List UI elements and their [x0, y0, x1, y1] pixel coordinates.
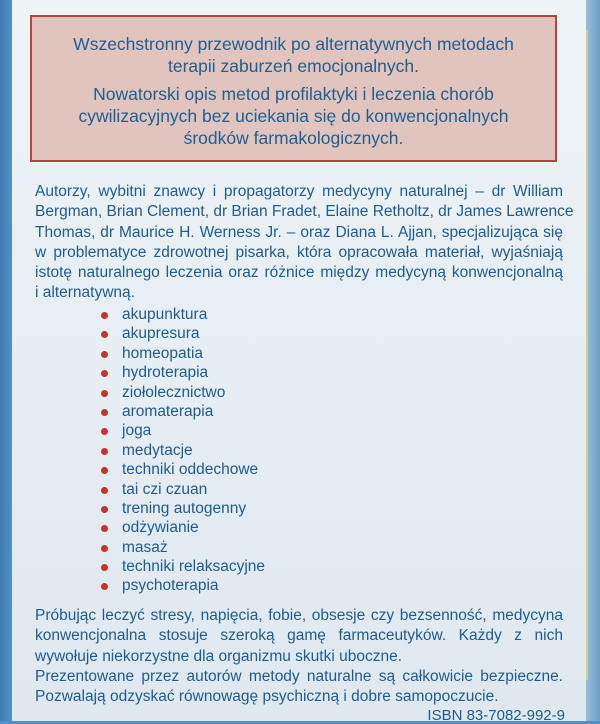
paragraph-line: Thomas, dr Maurice H. Werness Jr. – oraz Diana L. Ajjan, specjalizująca się	[35, 223, 563, 241]
technique-label: odżywianie	[122, 519, 199, 537]
bullet-dot-icon	[101, 583, 108, 590]
paragraph-line: wywołuje niekorzystne dla organizmu skutki uboczne.	[35, 647, 403, 665]
paragraph-line: w problematyce zdrowotnej pisarka, która opracowała materiał, wyjaśniają	[35, 243, 563, 261]
technique-label: techniki oddechowe	[122, 461, 259, 479]
technique-label: aromaterapia	[122, 402, 214, 420]
list-item	[100, 576, 265, 595]
bullet-dot-icon	[101, 487, 108, 494]
blurb-box	[30, 15, 557, 162]
list-item	[100, 402, 265, 421]
bullet-dot-icon	[101, 506, 108, 513]
closing-paragraph	[35, 606, 563, 707]
technique-label: psychoterapia	[122, 577, 219, 595]
authors-paragraph	[35, 182, 574, 304]
technique-label: akupunktura	[122, 306, 208, 323]
list-item	[100, 538, 265, 557]
list-item	[100, 305, 265, 324]
isbn-number: ISBN 83-7082-992-9	[427, 707, 565, 724]
technique-label: hydroterapia	[122, 364, 209, 382]
list-item	[100, 421, 265, 440]
technique-label: tai czi czuan	[122, 480, 208, 498]
bullet-dot-icon	[101, 390, 108, 397]
technique-label: joga	[122, 422, 152, 440]
list-item	[100, 499, 265, 518]
technique-label: trening autogenny	[122, 499, 247, 517]
bullet-dot-icon	[101, 564, 108, 571]
bullet-dot-icon	[101, 409, 108, 416]
list-item	[100, 460, 265, 479]
list-item	[100, 363, 265, 382]
list-item	[100, 344, 265, 363]
bullet-dot-icon	[101, 525, 108, 532]
list-item	[100, 480, 265, 499]
bullet-dot-icon	[101, 331, 108, 338]
blurb-line: Nowatorski opis metod profilaktyki i leczenia chorób	[93, 84, 494, 104]
paragraph-line: konwencjonalna stosuje szeroką gamę farmaceutyków. Każdy z nich	[35, 627, 563, 645]
blurb-line: terapii zaburzeń emocjonalnych.	[168, 56, 419, 76]
paragraph-line: Bergman, Brian Clement, dr Brian Fradet, Elaine Retholtz, dr James Lawrence	[35, 203, 574, 221]
blurb-paragraph-1	[52, 33, 535, 77]
list-item	[100, 383, 265, 402]
bullet-dot-icon	[101, 448, 108, 455]
blurb-line: Wszechstronny przewodnik po alternatywnych metodach	[73, 34, 514, 54]
technique-label: akupresura	[122, 325, 200, 343]
blurb-line: cywilizacyjnych bez uciekania się do konwencjonalnych	[78, 106, 509, 126]
paragraph-line: Pozwalają odzyskać równowagę psychiczną i dobre samopoczucie.	[35, 688, 499, 706]
paragraph-line: Prezentowane przez autorów metody naturalne są całkowicie bezpieczne.	[35, 667, 563, 685]
bullet-dot-icon	[101, 467, 108, 474]
technique-label: techniki relaksacyjne	[122, 558, 266, 576]
blurb-paragraph-2	[52, 83, 535, 149]
paragraph-line: Próbując leczyć stresy, napięcia, fobie, obsesje czy bezsenność, medycyna	[35, 607, 563, 624]
techniques-list	[100, 305, 265, 596]
paragraph-line: istotę naturalnego leczenia oraz różnice między medycyną konwencjonalną	[35, 264, 563, 282]
technique-label: ziołolecznictwo	[122, 383, 226, 401]
list-item	[100, 324, 265, 343]
technique-label: homeopatia	[122, 344, 204, 362]
technique-label: masaż	[122, 538, 168, 556]
cover-edge-stripe	[586, 30, 588, 680]
list-item	[100, 518, 265, 537]
list-item	[100, 441, 265, 460]
technique-label: medytacje	[122, 441, 193, 459]
bullet-dot-icon	[101, 312, 108, 319]
bullet-dot-icon	[101, 545, 108, 552]
blurb-line: środków farmakologicznych.	[183, 128, 404, 148]
paragraph-line: i alternatywną.	[35, 284, 135, 302]
paragraph-line: Autorzy, wybitni znawcy i propagatorzy medycyny naturalnej – dr William	[35, 183, 563, 200]
list-item	[100, 557, 265, 576]
bullet-dot-icon	[101, 351, 108, 358]
bullet-dot-icon	[101, 370, 108, 377]
bullet-dot-icon	[101, 428, 108, 435]
